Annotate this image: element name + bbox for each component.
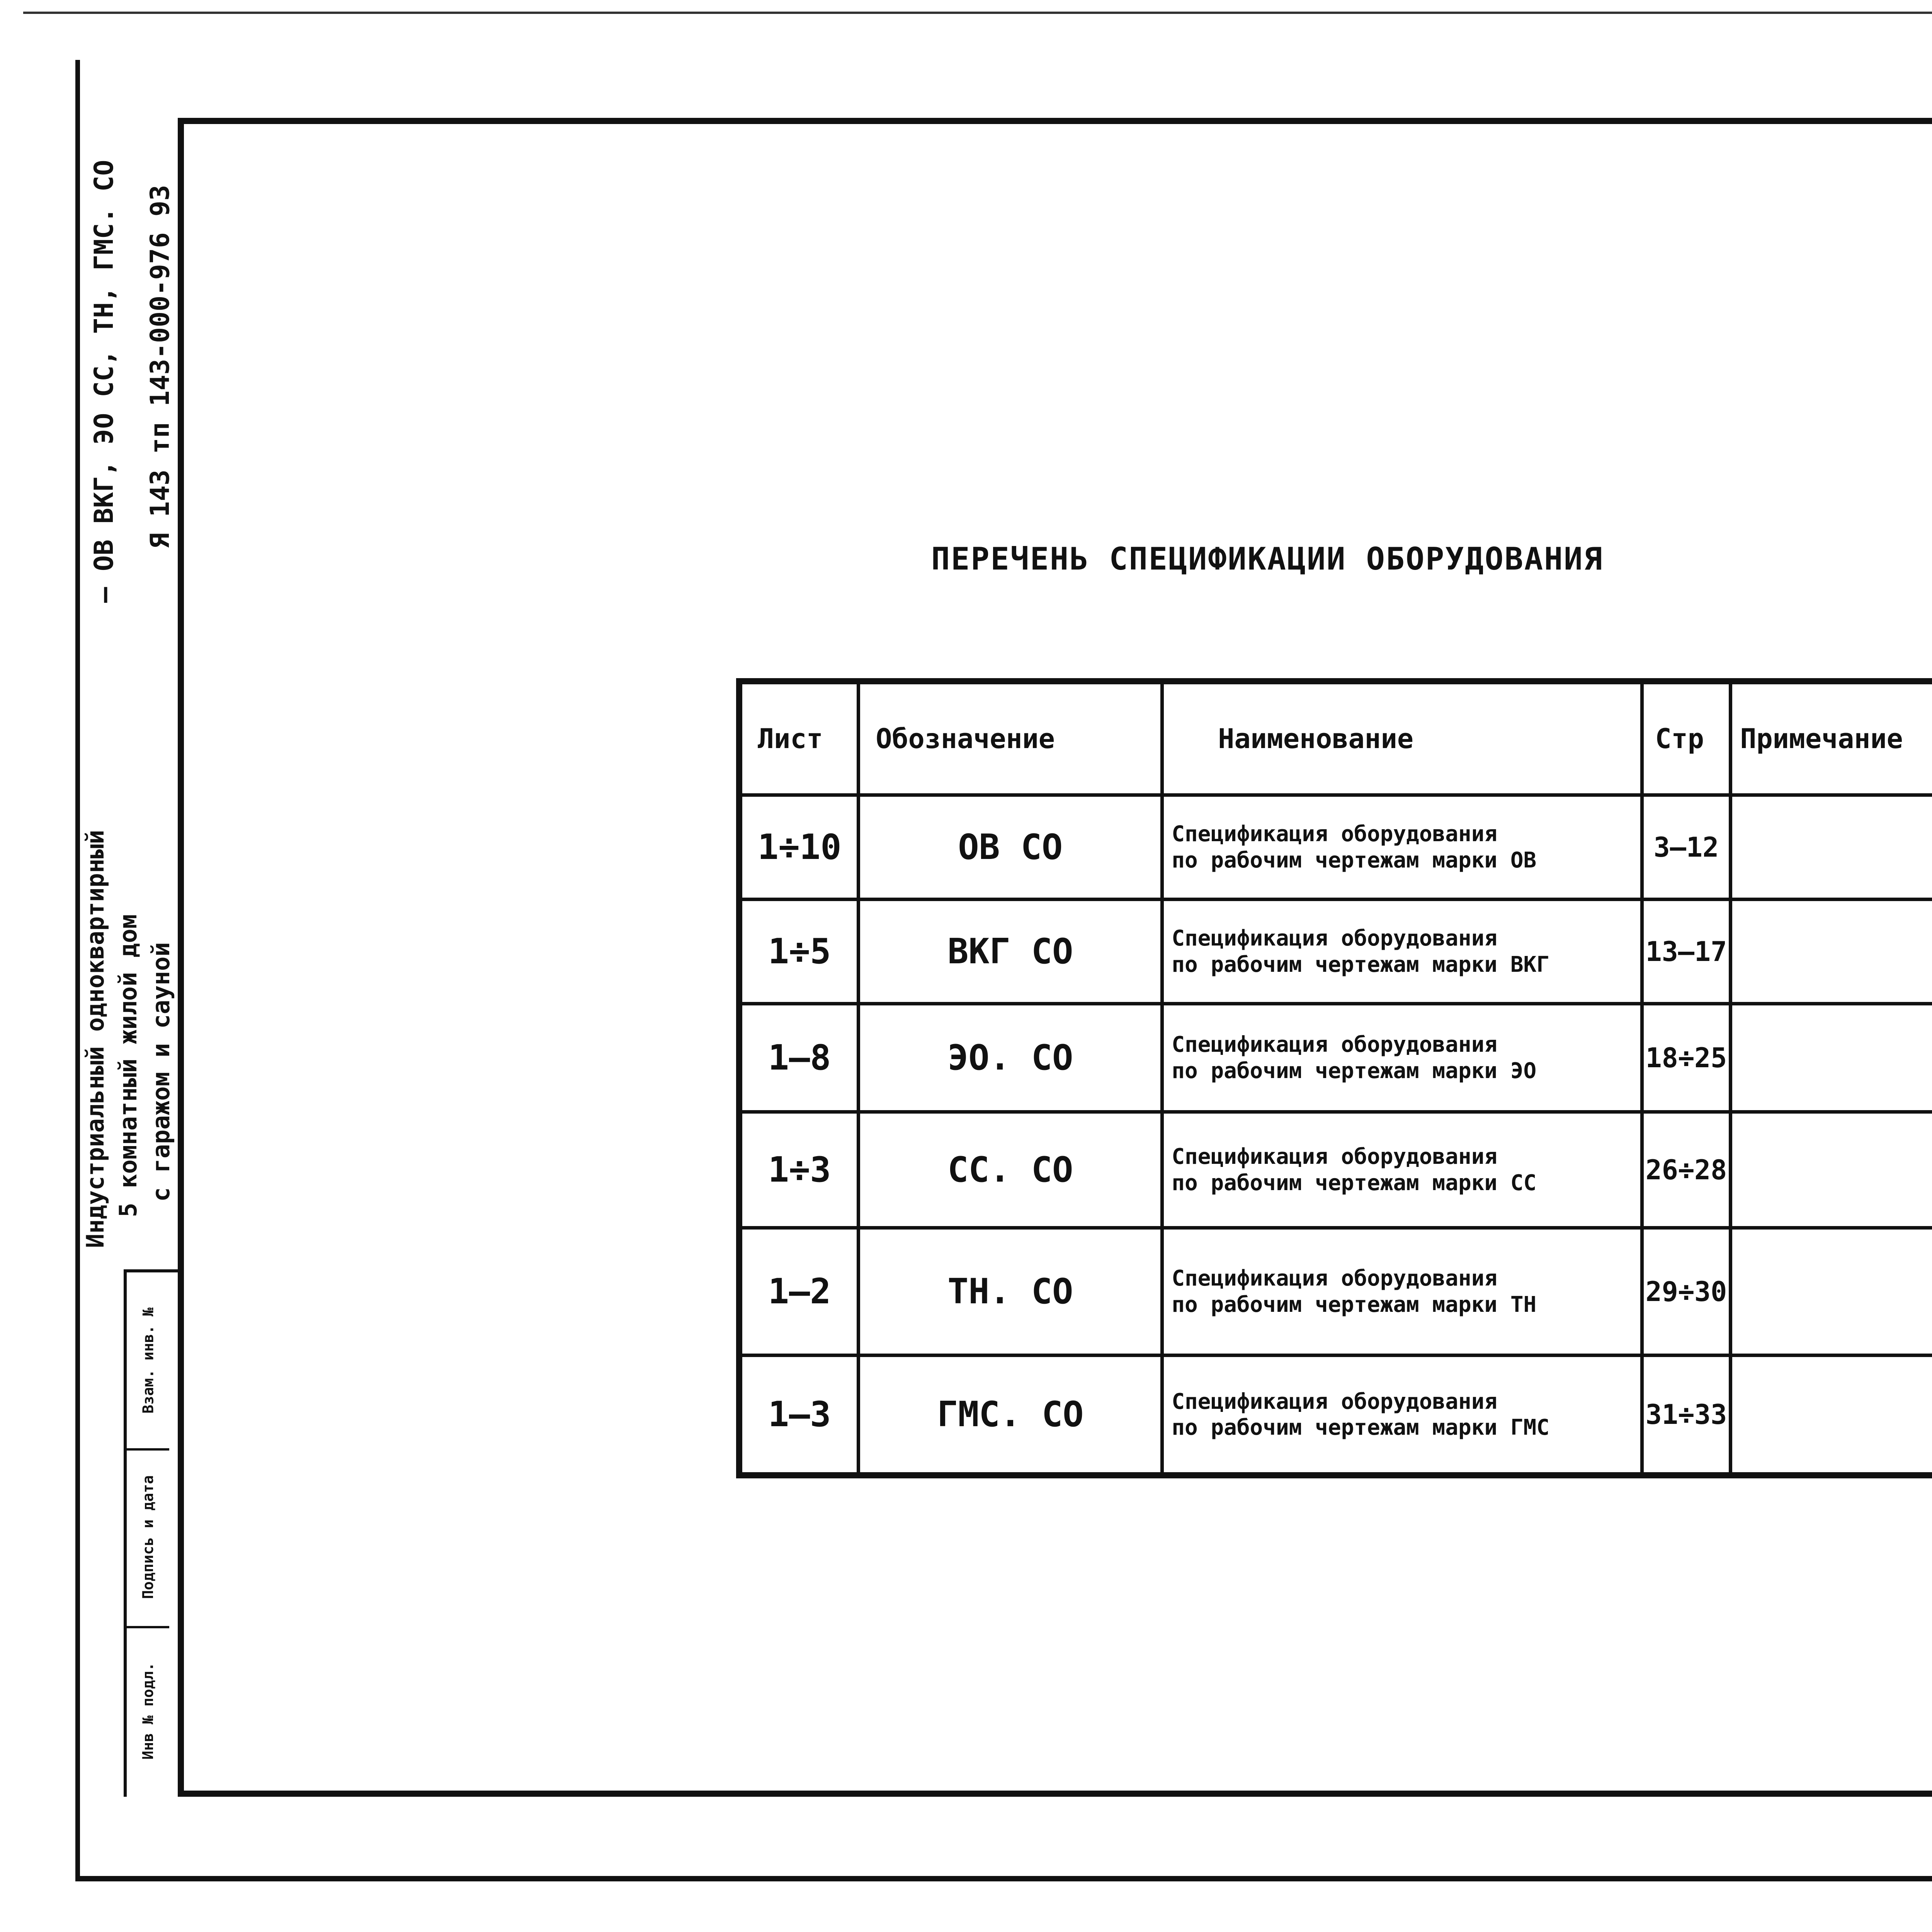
pages-cell: 29÷30 — [1642, 1228, 1731, 1355]
name-line: Спецификация оборудования — [1172, 926, 1498, 951]
note-cell — [1731, 795, 1932, 900]
name-line: Спецификация оборудования — [1172, 1266, 1498, 1291]
designation-cell: ОВ СО — [859, 795, 1162, 900]
pages-cell: 13–17 — [1642, 900, 1731, 1004]
pages-cell: 3–12 — [1642, 795, 1731, 900]
name-line: по рабочим чертежам марки ЭО — [1172, 1058, 1537, 1083]
table-row — [739, 900, 1932, 1004]
side-code-line2: Я 143 тп 143-000-976 93 — [145, 185, 175, 549]
column-header: Наименование — [1162, 681, 1642, 795]
side-code-line1: — ОВ ВКГ, ЭО СС, ТН, ГМС. СО — [89, 160, 119, 603]
stamp-cell — [127, 1272, 169, 1451]
stamp-cell — [127, 1448, 169, 1628]
column-header: Обозначение — [859, 681, 1162, 795]
table-row — [739, 1004, 1932, 1112]
column-header: Стр — [1642, 681, 1731, 795]
name-cell — [1162, 1355, 1642, 1475]
sheet-top-edge — [23, 12, 1932, 18]
project-title-line3: с гаражом и сауной — [147, 942, 175, 1202]
name-line: Спецификация оборудования — [1172, 1144, 1498, 1170]
stamp-column — [124, 1269, 178, 1797]
note-cell — [1731, 1004, 1932, 1112]
project-title-line2: 5 комнатный жилой дом — [114, 914, 142, 1217]
name-cell — [1162, 1004, 1642, 1112]
sheet-cell: 1–8 — [739, 1004, 859, 1112]
designation-cell: ГМС. СО — [859, 1355, 1162, 1475]
note-cell — [1731, 1228, 1932, 1355]
sheet-cell: 1÷10 — [739, 795, 859, 900]
name-line: Спецификация оборудования — [1172, 821, 1498, 847]
column-header: Лист — [739, 681, 859, 795]
designation-cell: ТН. СО — [859, 1228, 1162, 1355]
stamp-cell — [127, 1626, 169, 1796]
table-row — [739, 1355, 1932, 1475]
name-line: Спецификация оборудования — [1172, 1389, 1498, 1414]
column-header: Примечание — [1731, 681, 1932, 795]
designation-cell: ВКГ СО — [859, 900, 1162, 1004]
name-cell — [1162, 795, 1642, 900]
table-row — [739, 795, 1932, 900]
note-cell — [1731, 1355, 1932, 1475]
table-header-row — [739, 681, 1932, 795]
name-cell — [1162, 900, 1642, 1004]
pages-cell: 18÷25 — [1642, 1004, 1731, 1112]
name-line: Спецификация оборудования — [1172, 1032, 1498, 1058]
name-line: по рабочим чертежам марки ВКГ — [1172, 952, 1549, 977]
designation-cell: ЭО. СО — [859, 1004, 1162, 1112]
note-cell — [1731, 1112, 1932, 1228]
name-line: по рабочим чертежам марки ТН — [1172, 1292, 1537, 1317]
stamp-label: Взам. инв. № — [139, 1307, 157, 1413]
name-line: по рабочим чертежам марки ГМС — [1172, 1415, 1549, 1440]
sheet-cell: 1÷5 — [739, 900, 859, 1004]
name-line: по рабочим чертежам марки СС — [1172, 1170, 1537, 1196]
sheet-cell: 1÷3 — [739, 1112, 859, 1228]
stamp-label: Подпись и дата — [139, 1475, 157, 1599]
note-cell — [1731, 900, 1932, 1004]
pages-cell: 31÷33 — [1642, 1355, 1731, 1475]
sheet-cell: 1–3 — [739, 1355, 859, 1475]
name-cell — [1162, 1228, 1642, 1355]
sheet-cell: 1–2 — [739, 1228, 859, 1355]
table-row — [739, 1112, 1932, 1228]
document-title: ПЕРЕЧЕНЬ СПЕЦИФИКАЦИИ ОБОРУДОВАНИЯ — [931, 541, 1604, 577]
project-title-line1: Индустриальный одноквартирный — [81, 830, 109, 1248]
name-line: по рабочим чертежам марки ОВ — [1172, 847, 1537, 873]
specification-table — [736, 678, 1932, 1478]
pages-cell: 26÷28 — [1642, 1112, 1731, 1228]
stamp-label: Инв № подл. — [139, 1662, 157, 1760]
table-row — [739, 1228, 1932, 1355]
designation-cell: СС. СО — [859, 1112, 1162, 1228]
name-cell — [1162, 1112, 1642, 1228]
